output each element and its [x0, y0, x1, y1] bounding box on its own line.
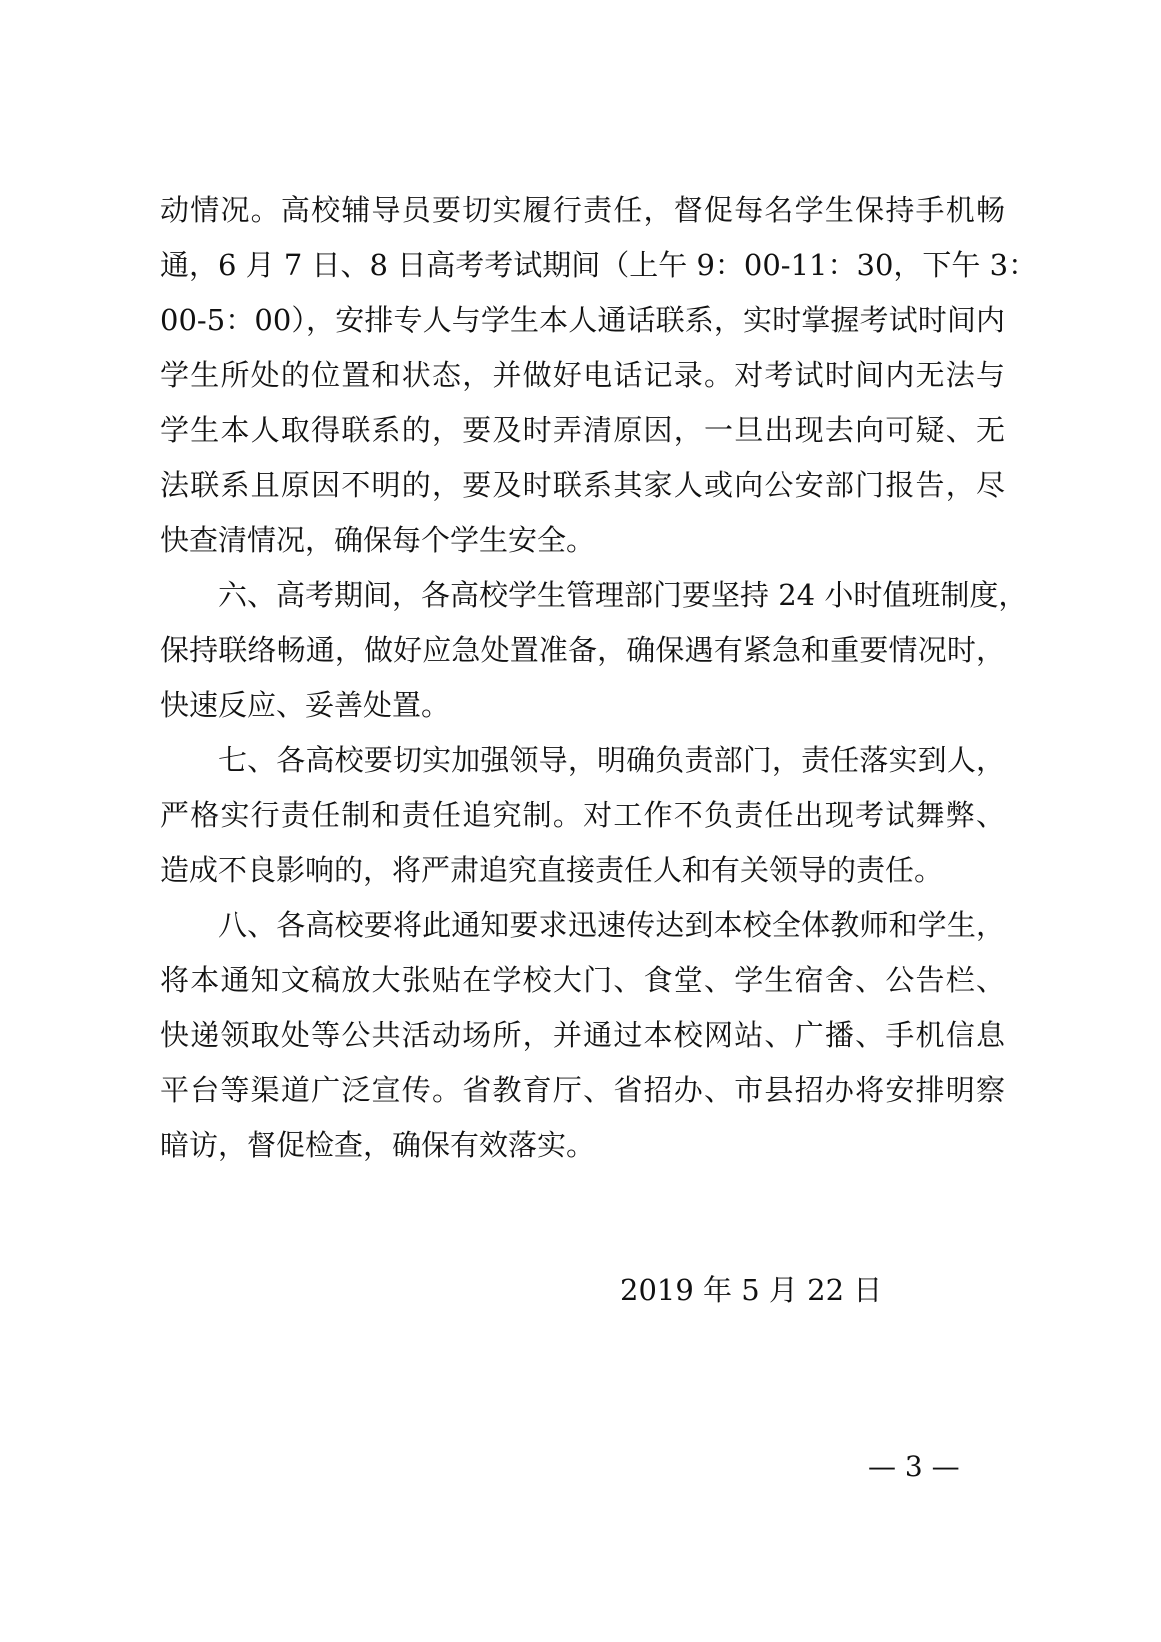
body-line-3: 00-5：00），安排专人与学生本人通话联系，实时掌握考试时间内	[160, 303, 1005, 337]
section-six-line-1: 六、高考期间，各高校学生管理部门要坚持 24 小时值班制度，	[218, 578, 1028, 612]
section-seven-line-1: 七、各高校要切实加强领导，明确负责部门，责任落实到人，	[218, 743, 1005, 777]
section-eight-line-3: 快递领取处等公共活动场所，并通过本校网站、广播、手机信息	[160, 1018, 1005, 1052]
body-line-2: 通，6 月 7 日、8 日高考考试期间（上午 9：00-11：30，下午 3：	[160, 248, 1038, 282]
section-eight-line-2: 将本通知文稿放大张贴在学校大门、食堂、学生宿舍、公告栏、	[160, 963, 1005, 997]
body-line-4: 学生所处的位置和状态，并做好电话记录。对考试时间内无法与	[160, 358, 1005, 392]
section-eight-line-1: 八、各高校要将此通知要求迅速传达到本校全体教师和学生，	[218, 908, 1005, 942]
section-six-line-3: 快速反应、妥善处置。	[160, 688, 451, 722]
section-eight-line-4: 平台等渠道广泛宣传。省教育厅、省招办、市县招办将安排明察	[160, 1073, 1005, 1107]
page-number: — 3 —	[868, 1450, 960, 1483]
section-seven-line-2: 严格实行责任制和责任追究制。对工作不负责任出现考试舞弊、	[160, 798, 1005, 832]
body-line-5: 学生本人取得联系的，要及时弄清原因，一旦出现去向可疑、无	[160, 413, 1005, 447]
document-date: 2019 年 5 月 22 日	[620, 1273, 883, 1307]
body-line-7: 快查清情况，确保每个学生安全。	[160, 523, 596, 557]
body-line-1: 动情况。高校辅导员要切实履行责任，督促每名学生保持手机畅	[160, 193, 1005, 227]
section-eight-line-5: 暗访，督促检查，确保有效落实。	[160, 1128, 596, 1162]
body-line-6: 法联系且原因不明的，要及时联系其家人或向公安部门报告，尽	[160, 468, 1005, 502]
section-seven-line-3: 造成不良影响的，将严肃追究直接责任人和有关领导的责任。	[160, 853, 944, 887]
section-six-line-2: 保持联络畅通，做好应急处置准备，确保遇有紧急和重要情况时，	[160, 633, 1005, 667]
